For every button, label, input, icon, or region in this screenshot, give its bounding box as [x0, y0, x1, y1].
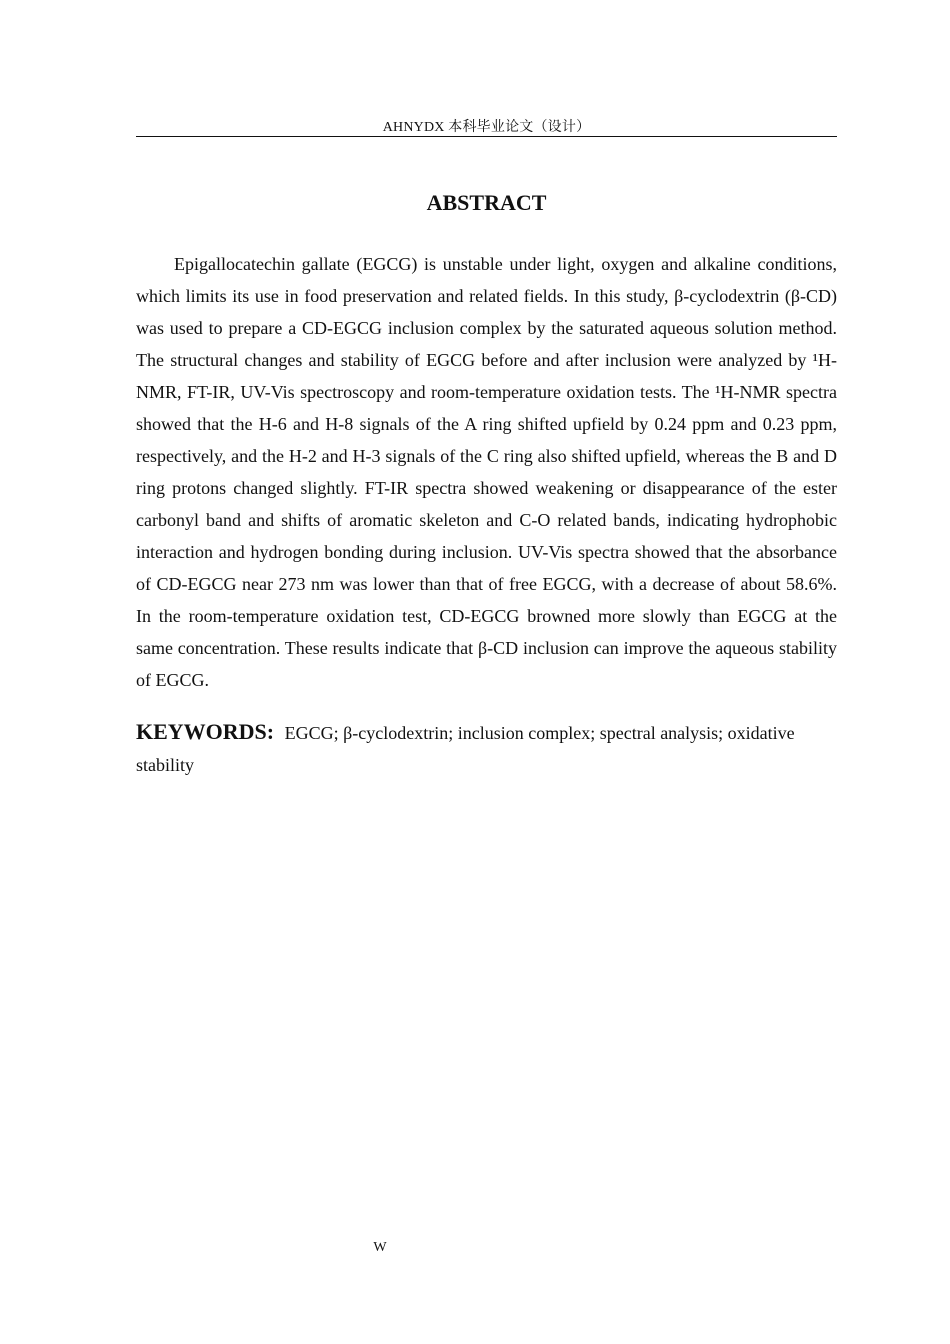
keywords-section: [136, 716, 837, 781]
page-number: W: [373, 1240, 387, 1255]
abstract-title: ABSTRACT: [426, 190, 547, 215]
header-rule: [136, 136, 837, 137]
page-header: AHNYDX 本科毕业论文（设计）: [382, 120, 591, 135]
keywords-text: EGCG; β-cyclodextrin; inclusion complex; spectral analysis; oxidative stability: [136, 723, 795, 775]
abstract-body: Epigallocatechin gallate (EGCG) is unstable under light, oxygen and alkaline conditions, which limits its use in food preservation and related fields. In this study, β-cyclodextrin (β-CD) was used to prepare a CD-EGCG inclusion complex by the saturated aqueous solution method. The structural changes and stability of EGCG before and after inclusion were analyzed by ¹H-NMR, FT-IR, UV-Vis spectroscopy and room-temperature oxidation tests. The ¹H-NMR spectra showed that the H-6 and H-8 signals of the A ring shifted upfield by 0.24 ppm and 0.23 ppm, respectively, and the H-2 and H-3 signals of the C ring also shifted upfield, whereas the B and D ring protons changed slightly. FT-IR spectra showed weakening or disappearance of the ester carbonyl band and shifts of aromatic skeleton and C-O related bands, indicating hydrophobic interaction and hydrogen bonding during inclusion. UV-Vis spectra showed that the absorbance of CD-EGCG near 273 nm was lower than that of free EGCG, with a decrease of about 58.6%. In the room-temperature oxidation test, CD-EGCG browned more slowly than EGCG at the same concentration. These results indicate that β-CD inclusion can improve the aqueous stability of EGCG.: [136, 254, 837, 690]
keywords-label: KEYWORDS:: [136, 719, 275, 744]
